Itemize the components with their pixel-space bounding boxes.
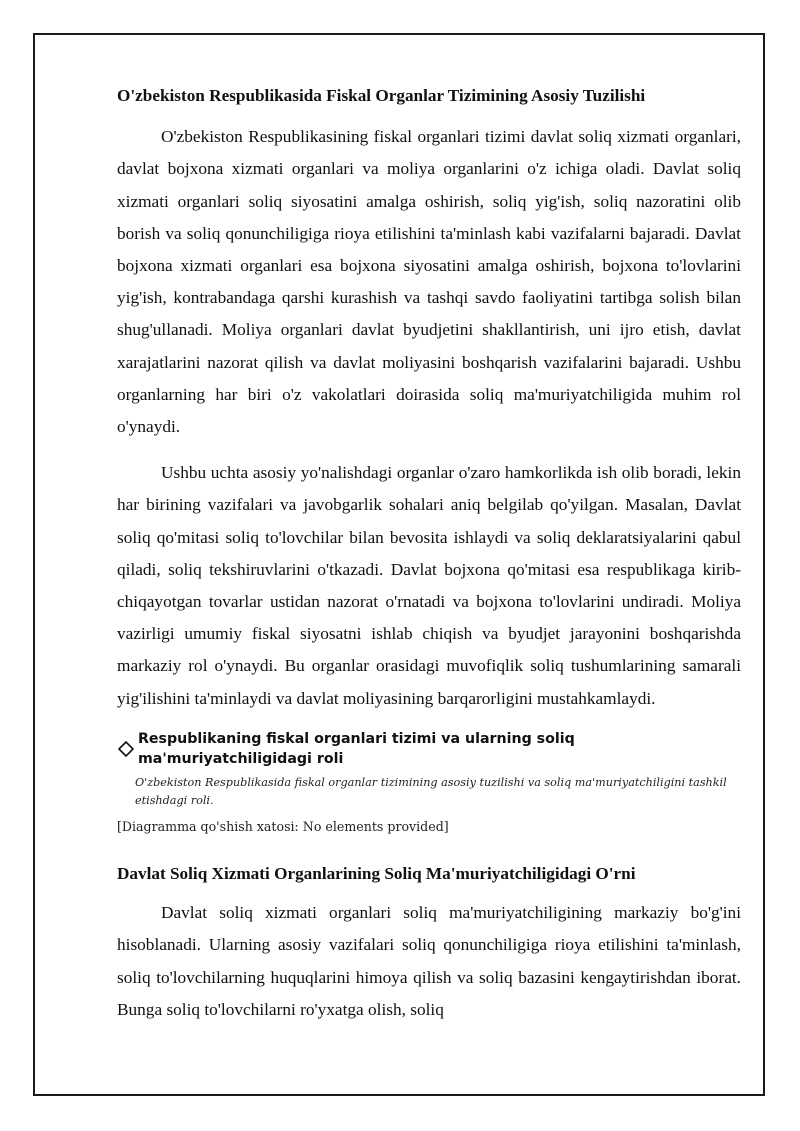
diagram-caption: O'zbekiston Respublikasida fiskal organlar tizimining asosiy tuzilishi va soliq ma'muriyatchiligini tashkil etishdagi roli. (135, 775, 727, 807)
document-body (117, 84, 741, 1040)
section-heading-tax-service: Davlat Soliq Xizmati Organlarining Soliq Ma'muriyatchiligidagi O'rni (117, 863, 636, 883)
diagram-title: Respublikaning fiskal organlari tizimi va ularning soliq ma'muriyatchiligidagi roli (138, 730, 575, 767)
tag-icon (117, 740, 135, 758)
diagram-title-row (117, 729, 741, 769)
section-heading-fiscal-structure: O'zbekiston Respublikasida Fiskal Organlar Tizimining Asosiy Tuzilishi (117, 86, 646, 105)
paragraph-tax-service: Davlat soliq xizmati organlari soliq ma'muriyatchiligining markaziy bo'g'ini hisoblanadi. Ularning asosiy vazifalari soliq qonunchiligiga rioya etilishini ta'minlash, soliq to'lovchilarning huquqlarini himoya qilish va soliq bazasini kengaytirishdan iborat. Bunga soliq to'lovchilarni ro'yxatga olish, soliq (117, 903, 741, 1019)
diagram-block (117, 729, 741, 836)
diagram-error-message: [Diagramma qo'shish xatosi: No elements provided] (117, 818, 449, 834)
paragraph-cooperation: Ushbu uchta asosiy yo'nalishdagi organlar o'zaro hamkorlikda ish olib boradi, lekin har birining vazifalari va javobgarlik sohalari aniq belgilab qo'yilgan. Masalan, Davlat soliq qo'mitasi soliq to'lovchilar bilan bevosita ishlaydi va soliq deklaratsiyalarini qabul qiladi, soliq tekshiruvlarini o'tkazadi. Davlat bojxona qo'mitasi esa respublikaga kirib-chiqayotgan tovarlar ustidan nazorat o'rnatadi va bojxona to'lovlarini undiradi. Moliya vazirligi umumiy fiskal siyosatni ishlab chiqish va byudjet jarayonini boshqarishda markaziy rol o'ynaydi. Bu organlar orasidagi muvofiqlik soliq tushumlarining samarali yig'ilishini ta'minlaydi va davlat moliyasining barqarorligini mustahkamlaydi. (117, 463, 741, 708)
paragraph-fiscal-system: O'zbekiston Respublikasining fiskal organlari tizimi davlat soliq xizmati organlari, davlat bojxona xizmati organlari va moliya organlarini o'z ichiga oladi. Davlat soliq xizmati organlari soliq siyosatini amalga oshirish, soliq yig'ish, soliq nazoratini olib borish va soliq qonunchiligiga rioya etilishini ta'minlash kabi vazifalarni bajaradi. Davlat bojxona xizmati organlari esa bojxona siyosatini amalga oshirish, bojxona to'lovlarini yig'ish, kontrabandaga qarshi kurashish va tashqi savdo faoliyatini tartibga solish bilan shug'ullanadi. Moliya organlari davlat byudjetini shakllantirish, uni ijro etish, davlat xarajatlarini nazorat qilish va davlat moliyasini boshqarish vazifalarini bajaradi. Ushbu organlarning har biri o'z vakolatlari doirasida soliq ma'muriyatchiligida muhim rol o'ynaydi. (117, 127, 741, 437)
